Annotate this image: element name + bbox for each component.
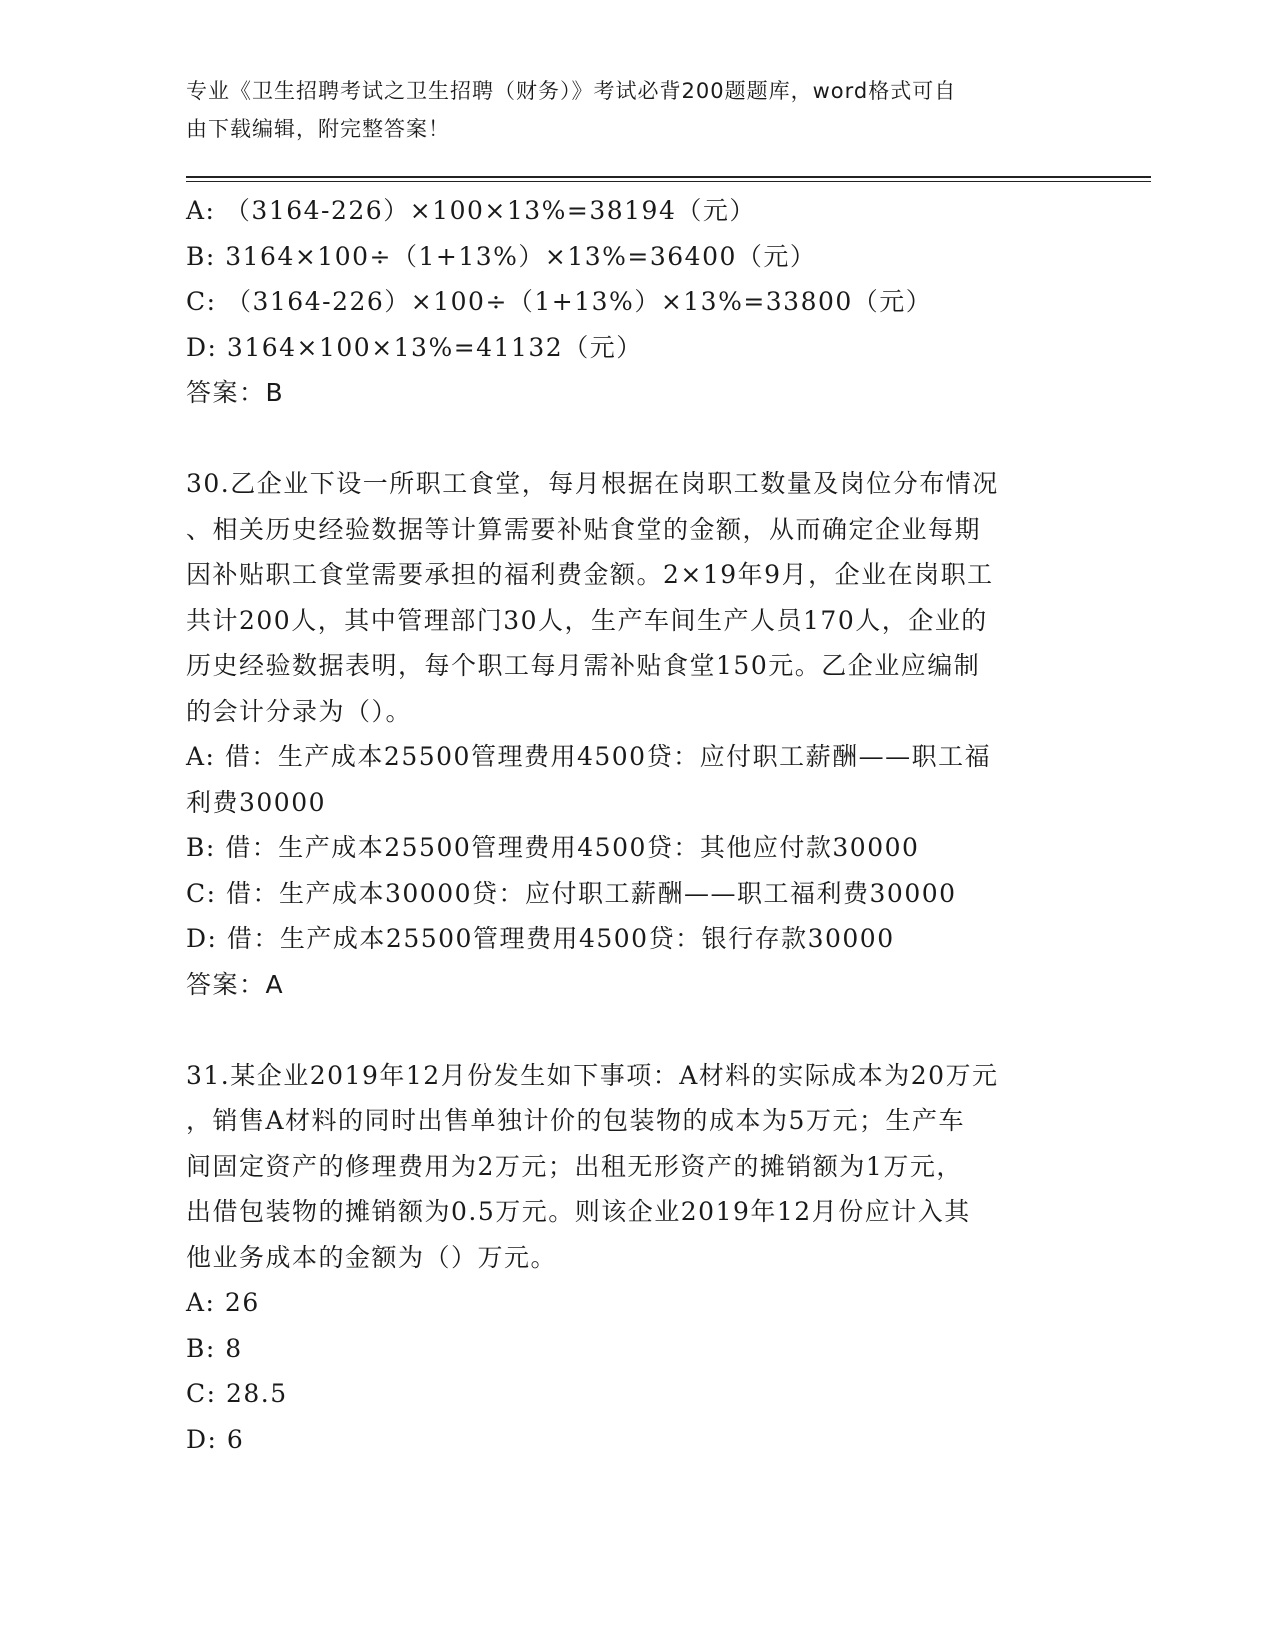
q29-answer: 答案：B [186,378,285,407]
q31-stem-line: ，销售A材料的同时出售单独计价的包装物的成本为5万元；生产车 [186,1106,965,1135]
q31-stem-line: 出借包装物的摊销额为0.5万元。则该企业2019年12月份应计入其 [186,1197,971,1226]
q30-option-a: A: 借：生产成本25500管理费用4500贷：应付职工薪酬——职工福 [186,742,992,771]
header-divider-thick [186,176,1151,178]
q30-option-b: B: 借：生产成本25500管理费用4500贷：其他应付款30000 [186,833,920,862]
q30-answer: 答案：A [186,969,285,999]
q30-option-a-cont: 利费30000 [186,787,327,817]
q30-stem-line: 、相关历史经验数据等计算需要补贴食堂的金额，从而确定企业每期 [186,514,982,544]
q30-stem-line: 的会计分录为（）。 [186,696,413,726]
document-header [186,72,1066,148]
q31-stem-line: 31.某企业2019年12月份发生如下事项：A材料的实际成本为20万元 [186,1060,999,1090]
q30-stem-line: 历史经验数据表明，每个职工每月需补贴食堂150元。乙企业应编制 [186,651,981,680]
header-line-1: 专业《卫生招聘考试之卫生招聘（财务）》考试必背200题题库，word格式可自 [186,79,957,103]
q30-stem-line: 因补贴职工食堂需要承担的福利费金额。2×19年9月，企业在岗职工 [186,560,994,589]
header-divider-thin [186,181,1151,182]
header-line-2: 由下载编辑，附完整答案！ [186,117,450,141]
q31-option-d: D: 6 [186,1424,245,1454]
q31-option-c: C: 28.5 [186,1379,288,1408]
question-content [186,188,1086,1462]
q30-option-d: D: 借：生产成本25500管理费用4500贷：银行存款30000 [186,924,895,953]
q29-option-b: B: 3164×100÷（1+13%）×13%=36400（元） [186,241,817,271]
q29-option-a: A: （3164-226）×100×13%=38194（元） [186,196,756,225]
q30-option-c: C: 借：生产成本30000贷：应付职工薪酬——职工福利费30000 [186,878,957,908]
q31-stem-line: 他业务成本的金额为（）万元。 [186,1242,558,1272]
q29-option-d: D: 3164×100×13%=41132（元） [186,332,643,362]
q30-stem-line: 30.乙企业下设一所职工食堂，每月根据在岗职工数量及岗位分布情况 [186,469,999,498]
q29-option-c: C: （3164-226）×100÷（1+13%）×13%=33800（元） [186,287,933,316]
q31-option-b: B: 8 [186,1333,243,1363]
q30-stem-line: 共计200人，其中管理部门30人，生产车间生产人员170人，企业的 [186,605,988,635]
q31-option-a: A: 26 [186,1288,260,1317]
q31-stem-line: 间固定资产的修理费用为2万元；出租无形资产的摊销额为1万元， [186,1151,963,1181]
